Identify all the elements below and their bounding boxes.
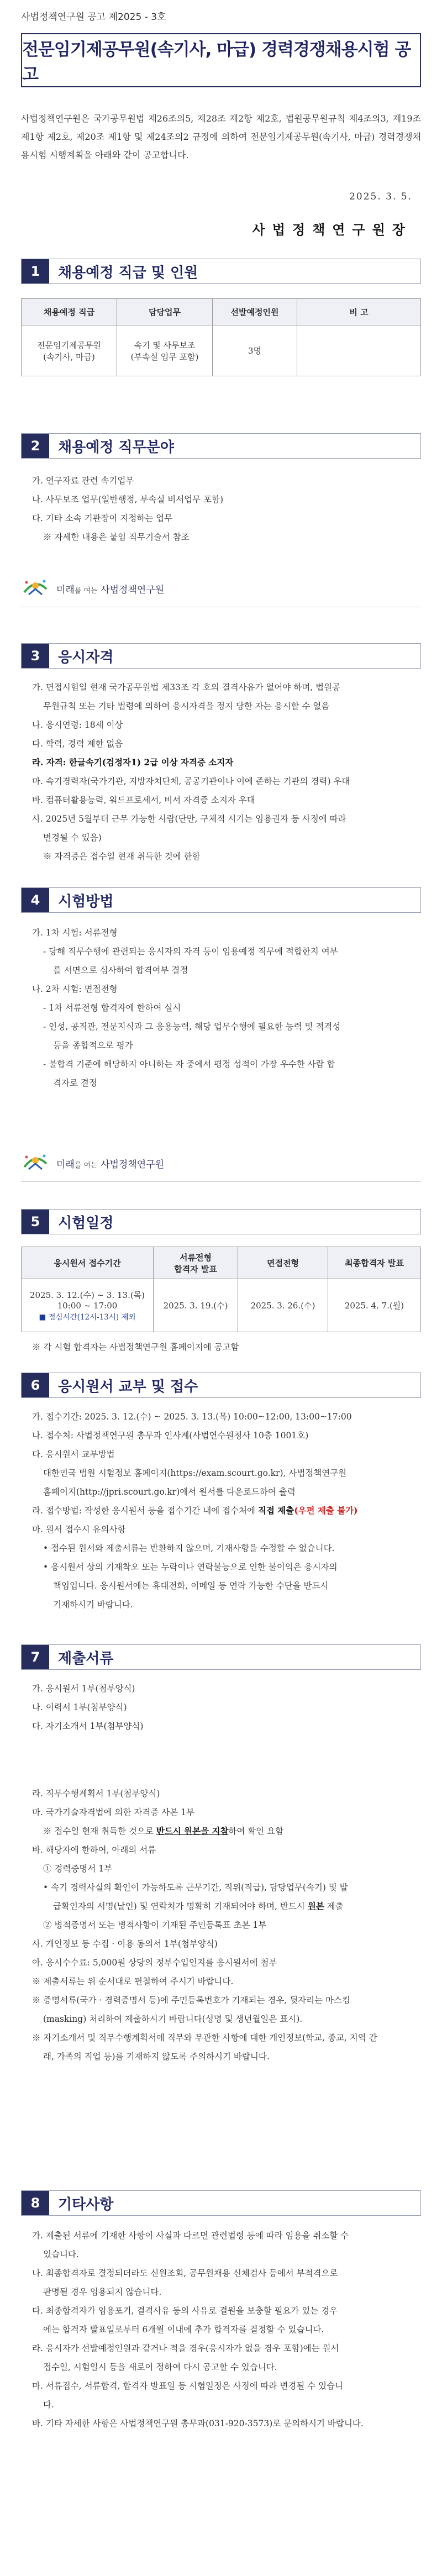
table-cell: 전문임기제공무원 (속기사, 마급) <box>22 325 117 376</box>
etc-item: 있습니다. <box>43 2249 79 2259</box>
qual-note: ※ 자격증은 접수일 현재 취득한 것에 한함 <box>43 851 201 861</box>
etc-item: 바. 기타 자세한 사항은 사법정책연구원 총무과(031-920-3573)로 문의하시기 바랍니다. <box>32 2419 364 2428</box>
doc-item: 아. 응시수수료: 5,000원 상당의 정부수입인지를 응시원서에 첨부 <box>32 1958 277 1968</box>
qual-item: 변경될 수 있음) <box>43 833 102 843</box>
table-header: 비 고 <box>297 299 421 325</box>
doc-note: (masking) 처리하여 제출하시기 바랍니다(성명 및 생년월일은 표시). <box>43 2014 303 2024</box>
table-cell: 2025. 3. 19.(수) <box>154 1279 238 1332</box>
table-header: 면접전형 <box>238 1247 328 1279</box>
apply-item: 가. 접수기간: 2025. 3. 12.(수) ~ 2025. 3. 13.(목) 10:00~12:00, 13:00~17:00 <box>32 1412 352 1422</box>
section-1-header <box>21 259 421 284</box>
table-cell: 2025. 4. 7.(월) <box>328 1279 421 1332</box>
doc-item: 다. 자기소개서 1부(첨부양식) <box>32 1721 144 1731</box>
qual-item: 마. 속기경력자(국가기관, 지방자치단체, 공공기관이나 이에 준하는 기관의 경력) 우대 <box>32 776 350 786</box>
section-number: 6 <box>22 1373 49 1397</box>
etc-item: 나. 최종합격자로 결정되더라도 신원조회, 공무원채용 신체검사 등에서 부적격으로 <box>32 2268 338 2278</box>
section-number: 5 <box>22 1210 49 1234</box>
issuer-name: 사법정책연구원장 <box>252 222 412 238</box>
table-header: 서류전형 합격자 발표 <box>154 1247 238 1279</box>
apply-item: 기재하시기 바랍니다. <box>53 1600 133 1610</box>
method-item: 가. 1차 시험: 서류전형 <box>32 928 118 938</box>
apply-item: 라. 접수방법: 작성한 응시원서 등을 접수기간 내에 접수처에 직접 제출(우편 제출 불가) <box>32 1505 358 1516</box>
section-number: 2 <box>22 434 49 458</box>
qual-item: 무원규칙 또는 기타 법령에 의하여 응시자격을 정지 당한 자는 응시할 수 없음 <box>43 701 330 711</box>
apply-item: 홈페이지(http://jpri.scourt.go.kr)에서 원서를 다운로드하여 출력 <box>43 1487 296 1497</box>
section-number: 4 <box>22 888 49 912</box>
doc-item: 마. 국가기술자격법에 의한 자격증 사본 1부 <box>32 1807 194 1817</box>
notice-date: 2025. 3. 5. <box>349 191 412 202</box>
doc-item: 라. 직무수행계획서 1부(첨부양식) <box>32 1789 160 1799</box>
section-title: 제출서류 <box>58 1650 114 1667</box>
logo-icon <box>21 576 50 601</box>
method-item: - 1차 서류전형 합격자에 한하여 실시 <box>43 1003 181 1013</box>
method-item: 격자로 결정 <box>53 1078 97 1088</box>
doc-note: ※ 자기소개서 및 직무수행계획서에 직무와 무관한 사항에 대한 개인정보(학교, 종교, 지역 간 <box>32 2033 377 2043</box>
etc-item: 다. 최종합격자가 임용포기, 결격사유 등의 사유로 결원을 보충할 필요가 있는 경우 <box>32 2306 338 2316</box>
duty-item: 가. 연구자료 관련 속기업무 <box>32 476 134 486</box>
table-cell: 속기 및 사무보조 (부속실 업무 포함) <box>117 325 213 376</box>
slogan-banner <box>21 1149 164 1177</box>
schedule-note: ※ 각 시험 합격자는 사법정책연구원 홈페이지에 공고함 <box>32 1342 239 1352</box>
duty-item: 다. 기타 소속 기관장이 지정하는 업무 <box>32 513 173 523</box>
section-number: 3 <box>22 644 49 668</box>
qual-item: 다. 학력, 경력 제한 없음 <box>32 739 123 749</box>
table-header: 최종합격자 발표 <box>328 1247 421 1279</box>
apply-item: • 응시원서 상의 기재착오 또는 누락이나 연락불능으로 인한 불이익은 응시자의 <box>43 1562 338 1572</box>
notice-page <box>21 0 421 2576</box>
slogan-text: 미래를 여는 사법정책연구원 <box>56 584 165 596</box>
rank-table <box>21 298 421 376</box>
doc-item: 급확인자의 서명(날인) 및 연락처가 명확히 기재되어야 하며, 반드시 원본 제출 <box>53 1901 344 1911</box>
section-number: 8 <box>22 2191 49 2215</box>
table-cell: 3명 <box>213 325 297 376</box>
section-title: 채용예정 직무분야 <box>58 439 174 456</box>
section-title: 시험일정 <box>58 1215 114 1232</box>
doc-item: • 속기 경력사실의 확인이 가능하도록 근무기간, 직위(직급), 담당업무(속기) 및 발 <box>43 1883 348 1892</box>
section-6-header <box>21 1373 421 1398</box>
method-item: 나. 2차 시험: 면접전형 <box>32 984 118 994</box>
table-cell: 2025. 3. 26.(수) <box>238 1279 328 1332</box>
section-title: 응시자격 <box>58 649 114 666</box>
section-title: 응시원서 교부 및 접수 <box>58 1378 198 1395</box>
doc-item: 바. 해당자에 한하여, 아래의 서류 <box>32 1845 156 1855</box>
section-8-header <box>21 2190 421 2216</box>
doc-note: ※ 제출서류는 위 순서대로 편철하여 주시기 바랍니다. <box>32 1976 234 1986</box>
qual-item: 라. 자격: 한글속기(검정자1) 2급 이상 자격증 소지자 <box>32 757 234 767</box>
method-item: - 당해 직무수행에 관련되는 응시자의 자격 등이 임용예정 직무에 적합한지 여부 <box>43 947 338 956</box>
method-item: 를 서면으로 심사하여 합격여부 결정 <box>53 965 188 975</box>
doc-item: 사. 개인정보 등 수집 · 이용 동의서 1부(첨부양식) <box>32 1939 218 1949</box>
section-5-header <box>21 1209 421 1234</box>
apply-item: 책임입니다. 응시원서에는 휴대전화, 이메일 등 연락 가능한 수단을 반드시 <box>53 1581 329 1591</box>
logo-icon <box>21 1150 50 1176</box>
table-header: 응시원서 접수기간 <box>22 1247 154 1279</box>
section-number: 7 <box>22 1645 49 1669</box>
apply-item: 대한민국 법원 시험정보 홈페이지(https://exam.scourt.go.kr), 사법정책연구원 <box>43 1468 347 1478</box>
apply-item: • 접수된 원서와 제출서류는 반환하지 않으며, 기재사항을 수정할 수 없습니다. <box>43 1543 335 1553</box>
divider <box>21 1181 421 1182</box>
doc-item: ※ 접수일 현재 취득한 것으로 반드시 원본을 지참하여 확인 요함 <box>43 1826 284 1836</box>
page-title: 전문임기제공무원(속기사, 마급) 경력경쟁채용시험 공고 <box>22 40 411 85</box>
etc-item: 마. 서류접수, 서류합격, 합격자 발표일 등 시험일정은 사정에 따라 변경될 수 있습니 <box>32 2381 344 2391</box>
qual-item: 나. 응시연령: 18세 이상 <box>32 720 123 730</box>
doc-note: ※ 증명서류(국가 · 경력증명서 등)에 주민등록번호가 기재되는 경우, 뒷자리는 마스킹 <box>32 1995 350 2005</box>
etc-item: 접수일, 시험일시 등을 새로이 정하여 다시 공고할 수 있습니다. <box>43 2362 277 2372</box>
slogan-text: 미래를 여는 사법정책연구원 <box>56 1159 165 1170</box>
section-title: 채용예정 직급 및 인원 <box>58 264 198 281</box>
doc-item: ① 경력증명서 1부 <box>43 1864 113 1874</box>
section-number: 1 <box>22 259 49 283</box>
table-header: 선발예정인원 <box>213 299 297 325</box>
table-cell <box>297 325 421 376</box>
slogan-banner <box>21 575 164 602</box>
etc-item: 가. 제출된 서류에 기재한 사항이 사실과 다르면 관련법령 등에 따라 임용을 취소할 수 <box>32 2231 349 2241</box>
section-title: 기타사항 <box>58 2196 114 2213</box>
table-header: 담당업무 <box>117 299 213 325</box>
qual-item: 가. 면접시험일 현재 국가공무원법 제33조 각 호의 결격사유가 없어야 하며, 법원공 <box>32 682 340 692</box>
table-header: 채용예정 직급 <box>22 299 117 325</box>
intro-paragraph: 사법정책연구원은 국가공무원법 제26조의5, 제28조 제2항 제2호, 법원공무원규칙 제4조의3, 제19조 제1항 제2호, 제20조 제1항 및 제24조의2 규정에 의하여 전문임기제공무원(속기사, 마급) 경력경쟁채용시험 시행계획을 아래와 같이 공고합니다. <box>21 113 421 160</box>
doc-item: 나. 이력서 1부(첨부양식) <box>32 1702 127 1712</box>
method-item: - 인성, 공직관, 전문지식과 그 응용능력, 해당 업무수행에 필요한 능력 및 적격성 <box>43 1022 341 1032</box>
doc-item: 가. 응시원서 1부(첨부양식) <box>32 1684 135 1694</box>
doc-item: ② 병적증명서 또는 병적사항이 기재된 주민등록표 초본 1부 <box>43 1920 267 1930</box>
apply-item: 나. 접수처: 사법정책연구원 총무과 인사계(사법연수원청사 10층 1001호) <box>32 1431 309 1441</box>
method-item: - 불합격 기준에 해당하지 아니하는 자 중에서 평정 성적이 가장 우수한 사람 합 <box>43 1059 335 1069</box>
schedule-table <box>21 1247 421 1332</box>
title-box <box>21 33 421 87</box>
etc-item: 에는 합격자 발표일로부터 6개월 이내에 추가 합격자를 결정할 수 있습니다. <box>43 2325 324 2335</box>
qual-item: 사. 2025년 5월부터 근무 가능한 사람(단만, 구체적 시기는 임용권자 등 사정에 따라 <box>32 814 346 824</box>
table-cell: 2025. 3. 12.(수) ~ 3. 13.(목) 10:00 ~ 17:00 ■ 점심시간(12시-13시) 제외 <box>22 1279 154 1332</box>
qual-item: 바. 컴퓨터활용능력, 워드프로세서, 비서 자격증 소지자 우대 <box>32 795 255 805</box>
apply-item: 마. 원서 접수시 유의사항 <box>32 1524 126 1534</box>
section-2-header <box>21 433 421 459</box>
etc-item: 판명될 경우 임용되지 않습니다. <box>43 2287 162 2297</box>
section-4-header <box>21 887 421 913</box>
method-item: 등을 종합적으로 평가 <box>53 1040 133 1050</box>
doc-note: 래, 가족의 직업 등)를 기재하지 않도록 주의하시기 바랍니다. <box>43 2052 270 2062</box>
duty-note: ※ 자세한 내용은 붙임 직무기술서 참조 <box>43 532 190 542</box>
etc-item: 다. <box>43 2400 54 2410</box>
notice-number: 사법정책연구원 공고 제2025 - 3호 <box>21 12 166 23</box>
section-3-header <box>21 643 421 669</box>
duty-item: 나. 사무보조 업무(일반행정, 부속실 비서업무 포함) <box>32 495 224 504</box>
etc-item: 라. 응시자가 선발예정인원과 같거나 적을 경우(응시자가 없을 경우 포함)에는 원서 <box>32 2343 339 2353</box>
section-7-header <box>21 1644 421 1670</box>
section-title: 시험방법 <box>58 893 114 910</box>
apply-item: 다. 응시원서 교부방법 <box>32 1449 115 1459</box>
